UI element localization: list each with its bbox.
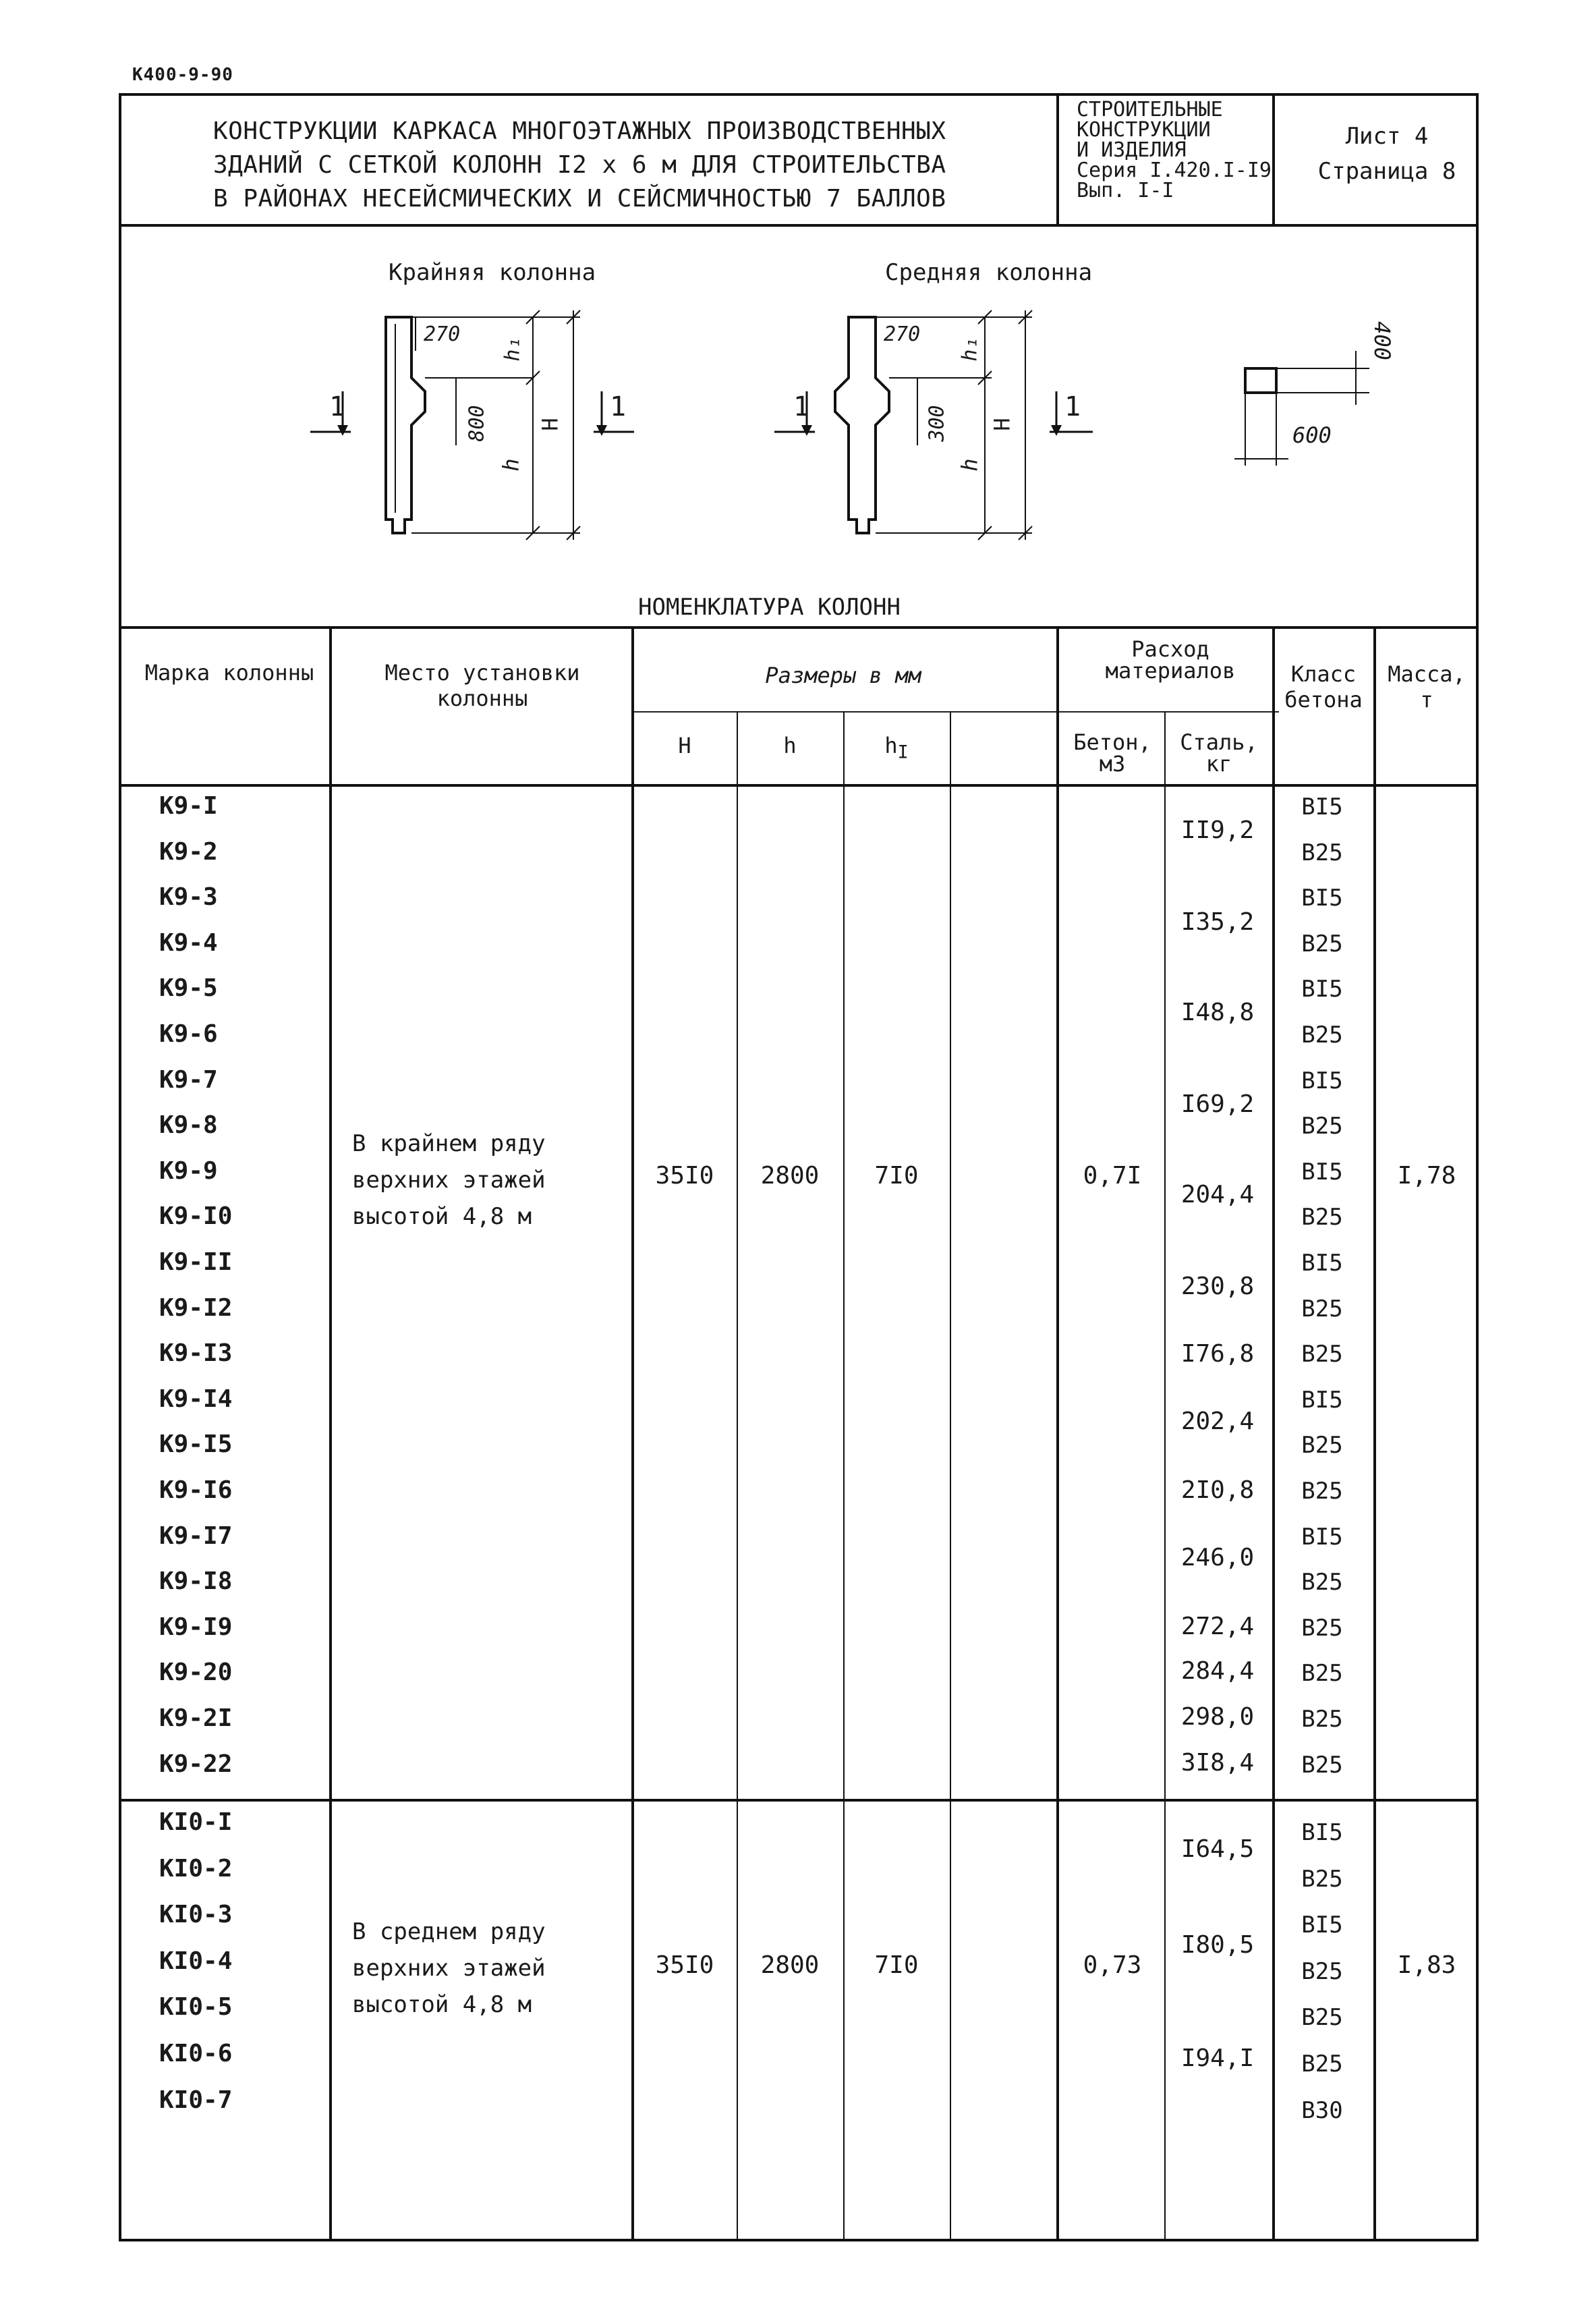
column-mark: К9-2	[159, 837, 218, 866]
steel-value: 298,0	[1180, 1703, 1255, 1731]
column-mark: К9-20	[159, 1659, 233, 1687]
col-line-H	[631, 626, 634, 2241]
group2-mass: I,83	[1397, 1951, 1456, 1979]
concrete-class: BI5	[1301, 885, 1343, 912]
steel-value: I80,5	[1180, 1931, 1255, 1959]
concrete-class: B25	[1301, 1432, 1343, 1459]
group1-h: 2800	[760, 1162, 820, 1190]
column-mark: К9-I	[159, 792, 218, 820]
concrete-class: BI5	[1301, 1067, 1343, 1094]
col-line-place	[329, 626, 332, 2241]
group2-concrete: 0,73	[1083, 1951, 1142, 1979]
group1-H: 35I0	[655, 1162, 714, 1190]
column-mark: К9-8	[159, 1111, 218, 1140]
group1-mass: I,78	[1397, 1162, 1456, 1190]
header-place: Место установки колонны	[384, 660, 580, 711]
header-class: Класс бетона	[1284, 661, 1363, 713]
header-h: h	[783, 733, 797, 758]
column-mark: К9-I0	[159, 1202, 233, 1231]
group2-place	[352, 1914, 546, 2023]
column-mark: КI0-4	[159, 1947, 233, 1975]
header-title-line: КОНСТРУКЦИИ КАРКАСА МНОГОЭТАЖНЫХ ПРОИЗВОДСТВЕННЫХ	[213, 117, 946, 145]
header-title-line: ЗДАНИЙ С СЕТКОЙ КОЛОНН I2 х 6 м ДЛЯ СТРОИТЕЛЬСТВА	[213, 151, 946, 179]
column-mark: К9-I3	[159, 1339, 233, 1368]
concrete-class: B25	[1301, 1295, 1343, 1322]
section-drawing	[1234, 351, 1369, 466]
middle-dim-H: H	[989, 418, 1015, 431]
concrete-class: BI5	[1301, 1819, 1343, 1846]
edge-column-label: Крайняя колонна	[389, 259, 596, 286]
steel-value: I76,8	[1180, 1340, 1255, 1368]
table-caption: НОМЕНКЛАТУРА КОЛОНН	[638, 594, 901, 621]
column-mark: КI0-2	[159, 1854, 233, 1883]
steel-value: II9,2	[1180, 816, 1255, 844]
column-mark: К9-I4	[159, 1385, 233, 1413]
section-dim-600: 600	[1292, 422, 1332, 448]
concrete-class: B25	[1301, 2004, 1343, 2032]
edge-dim-270: 270	[424, 323, 461, 346]
page-number: Страница 8	[1317, 158, 1456, 185]
series-line: И ИЗДЕЛИЯ	[1077, 138, 1187, 162]
group1-place-line: верхних этажей	[352, 1167, 546, 1194]
header-concrete: Бетон, м3	[1073, 729, 1151, 777]
header-steel: Сталь, кг	[1180, 729, 1258, 777]
concrete-class: B25	[1301, 1022, 1343, 1049]
concrete-class: B25	[1301, 2051, 1343, 2078]
concrete-class: B25	[1301, 1341, 1343, 1368]
concrete-class: B25	[1301, 1957, 1343, 1985]
header-mark: Марка колонны	[144, 660, 314, 686]
group2-place-line: В среднем ряду	[352, 1918, 546, 1945]
column-mark: КI0-6	[159, 2040, 233, 2067]
concrete-class: BI5	[1301, 1523, 1343, 1551]
column-mark: К9-4	[159, 928, 218, 957]
column-mark: К9-5	[159, 974, 218, 1003]
concrete-class: BI5	[1301, 1386, 1343, 1414]
edge-dim-H: H	[537, 418, 563, 431]
concrete-class: BI5	[1301, 976, 1343, 1003]
concrete-class: BI5	[1301, 1250, 1343, 1277]
header-sizes: Размеры в мм	[765, 663, 921, 688]
column-mark: КI0-5	[159, 1993, 233, 2022]
steel-value: 202,4	[1180, 1408, 1255, 1435]
concrete-class: B25	[1301, 930, 1343, 957]
col-line-h1	[843, 711, 845, 2241]
column-mark: К9-I9	[159, 1613, 233, 1641]
series-line: Вып. I-I	[1077, 179, 1174, 202]
edge-dim-h1: h₁	[501, 337, 525, 362]
series-line: СТРОИТЕЛЬНЫЕ	[1077, 98, 1223, 121]
concrete-class: B25	[1301, 1113, 1343, 1140]
column-mark: КI0-7	[159, 2086, 233, 2114]
column-drawings	[0, 0, 1596, 621]
column-mark: К9-I8	[159, 1567, 233, 1596]
series-line: КОНСТРУКЦИИ	[1077, 118, 1211, 142]
concrete-class: B25	[1301, 1751, 1343, 1779]
column-mark: К9-7	[159, 1065, 218, 1094]
col-line-empty	[950, 711, 951, 2241]
steel-value: I64,5	[1180, 1835, 1255, 1863]
group2-H: 35I0	[655, 1951, 714, 1979]
concrete-class: B30	[1301, 2096, 1343, 2124]
edge-dim-h: h	[498, 458, 524, 472]
concrete-class: BI5	[1301, 793, 1343, 820]
edge-section-right: 1	[610, 391, 627, 422]
column-mark: К9-9	[159, 1156, 218, 1185]
concrete-class: B25	[1301, 1478, 1343, 1505]
col-line-materials	[1056, 626, 1059, 2241]
column-mark: К9-I7	[159, 1522, 233, 1550]
column-mark: К9-3	[159, 883, 218, 912]
header-h1-letter: h	[884, 733, 898, 758]
header-title-line: В РАЙОНАХ НЕСЕЙСМИЧЕСКИХ И СЕЙСМИЧНОСТЬЮ 7 БАЛЛОВ	[213, 185, 946, 213]
steel-value: 230,8	[1180, 1273, 1255, 1300]
concrete-class: B25	[1301, 1204, 1343, 1231]
middle-section-left: 1	[793, 391, 810, 422]
middle-column-label: Средняя колонна	[885, 259, 1093, 286]
column-mark: К9-22	[159, 1750, 233, 1778]
column-mark: К9-I5	[159, 1430, 233, 1459]
concrete-class: B25	[1301, 1865, 1343, 1893]
document-code: К400-9-90	[132, 65, 233, 85]
group1-place-line: В крайнем ряду	[352, 1130, 546, 1157]
steel-value: 2I0,8	[1180, 1476, 1255, 1504]
column-mark: КI0-3	[159, 1901, 233, 1929]
col-line-mass	[1373, 626, 1376, 2241]
concrete-class: B25	[1301, 1569, 1343, 1596]
sheet-number: Лист 4	[1345, 123, 1429, 150]
col-line-h	[737, 711, 738, 2241]
column-mark: К9-II	[159, 1248, 233, 1276]
edge-section-left: 1	[329, 391, 346, 422]
group2-place-line: верхних этажей	[352, 1955, 546, 1982]
concrete-class: BI5	[1301, 1158, 1343, 1186]
steel-value: 284,4	[1180, 1657, 1255, 1685]
middle-dim-h1: h₁	[958, 337, 982, 362]
concrete-class: BI5	[1301, 1912, 1343, 1939]
concrete-class: B25	[1301, 1614, 1343, 1642]
column-mark: К9-I6	[159, 1476, 233, 1504]
column-mark: К9-6	[159, 1020, 218, 1048]
header-h1	[846, 733, 947, 765]
middle-section-right: 1	[1064, 391, 1081, 422]
column-mark: КI0-I	[159, 1808, 233, 1836]
middle-dim-h: h	[957, 458, 983, 472]
group2-place-line: высотой 4,8 м	[352, 1991, 532, 2018]
header-h1-sub: I	[897, 742, 909, 763]
steel-value: I35,2	[1180, 908, 1255, 936]
steel-value: I94,I	[1180, 2044, 1255, 2072]
steel-value: 3I8,4	[1180, 1749, 1255, 1777]
middle-dim-300: 300	[925, 405, 949, 442]
concrete-class: B25	[1301, 1706, 1343, 1733]
group2-h: 2800	[760, 1951, 820, 1979]
col-line-steel	[1164, 711, 1166, 2241]
header-mid-line	[631, 711, 1279, 713]
series-line: Серия I.420.I-I9	[1077, 159, 1272, 182]
section-dim-400: 400	[1369, 321, 1395, 360]
group1-concrete: 0,7I	[1083, 1162, 1142, 1190]
column-mark: К9-I2	[159, 1293, 233, 1322]
steel-value: 204,4	[1180, 1181, 1255, 1208]
steel-value: 272,4	[1180, 1613, 1255, 1640]
concrete-class: B25	[1301, 839, 1343, 866]
concrete-class: B25	[1301, 1660, 1343, 1688]
column-mark: К9-2I	[159, 1704, 233, 1732]
middle-dim-270: 270	[884, 323, 921, 346]
header-materials: Расход материалов	[1105, 636, 1236, 684]
header-mass: Масса, т	[1388, 661, 1466, 713]
steel-value: I48,8	[1180, 999, 1255, 1026]
steel-value: I69,2	[1180, 1090, 1255, 1118]
group1-place-line: высотой 4,8 м	[352, 1203, 532, 1230]
group1-place	[352, 1125, 546, 1235]
edge-dim-800: 800	[465, 405, 489, 442]
steel-value: 246,0	[1180, 1544, 1255, 1571]
header-H: H	[678, 733, 691, 758]
group2-h1: 7I0	[874, 1951, 919, 1979]
group1-h1: 7I0	[874, 1162, 919, 1190]
